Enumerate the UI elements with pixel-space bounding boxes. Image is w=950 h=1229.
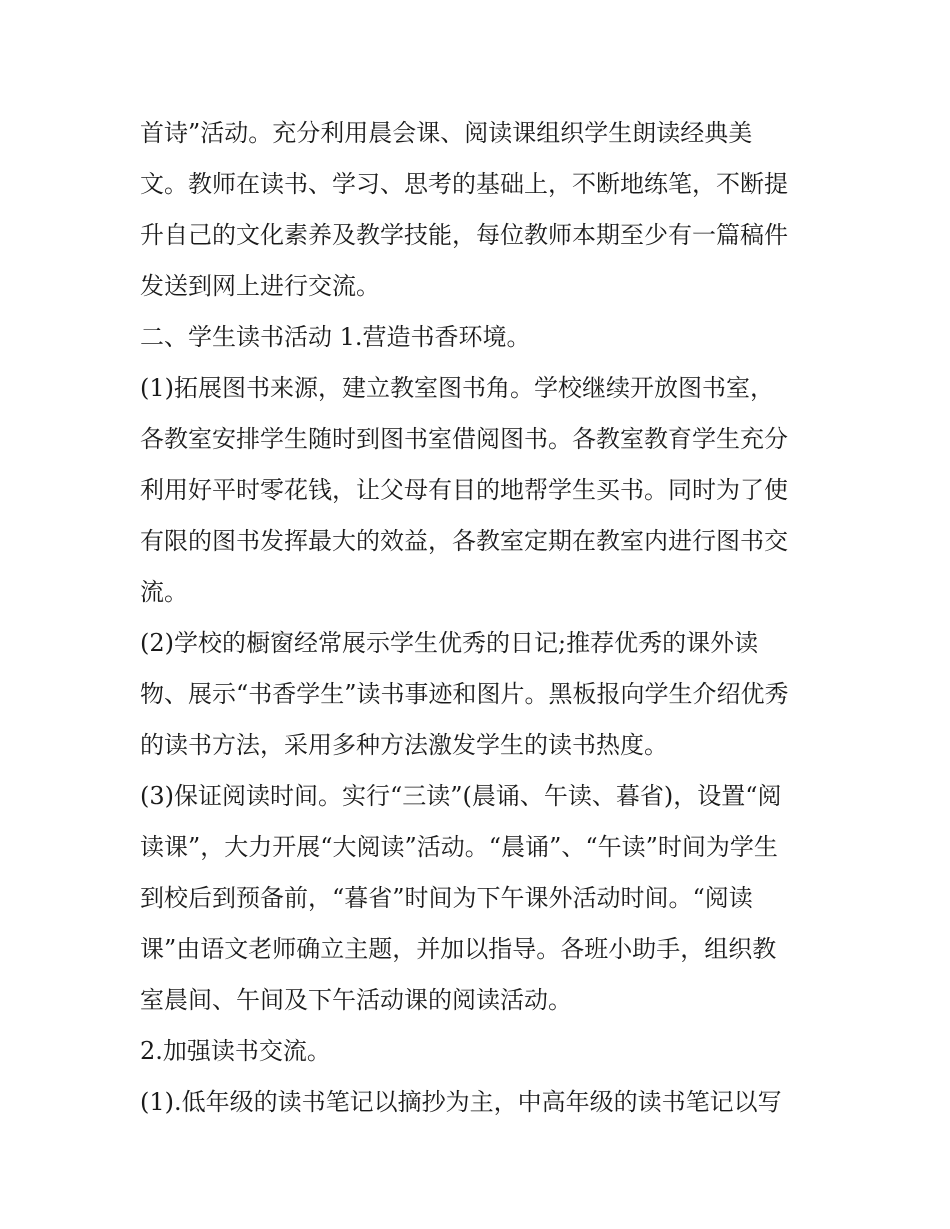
text-line: 文。教师在读书、学习、思考的基础上，不断地练笔，不断提 xyxy=(140,170,788,198)
text-line: 室晨间、午间及下午活动课的阅读活动。 xyxy=(140,986,572,1014)
text-line: (3)保证阅读时间。实行“三读”(晨诵、午读、暮省)，设置“阅 xyxy=(140,782,782,810)
text-line: 各教室安排学生随时到图书室借阅图书。各教室教育学生充分 xyxy=(140,425,788,453)
text-line: 到校后到预备前，“暮省”时间为下午课外活动时间。“阅读 xyxy=(140,884,753,912)
text-line: 流。 xyxy=(140,578,188,606)
text-line: 利用好平时零花钱，让父母有目的地帮学生买书。同时为了使 xyxy=(140,476,788,504)
text-line: (1)拓展图书来源，建立教室图书角。学校继续开放图书室， xyxy=(140,374,774,402)
section-heading: 二、学生读书活动 1.营造书香环境。 xyxy=(140,323,531,351)
text-line: (1).低年级的读书笔记以摘抄为主，中高年级的读书笔记以写 xyxy=(140,1088,782,1116)
text-line: 的读书方法，采用多种方法激发学生的读书热度。 xyxy=(140,731,668,759)
section-heading: 2.加强读书交流。 xyxy=(140,1037,331,1065)
document-body xyxy=(140,108,820,1128)
text-line: (2)学校的橱窗经常展示学生优秀的日记;推荐优秀的课外读 xyxy=(140,629,759,657)
text-line: 升自己的文化素养及教学技能，每位教师本期至少有一篇稿件 xyxy=(140,221,788,249)
text-line: 物、展示“书香学生”读书事迹和图片。黑板报向学生介绍优秀 xyxy=(140,680,789,708)
text-line: 首诗”活动。充分利用晨会课、阅读课组织学生朗读经典美 xyxy=(140,119,753,147)
text-line: 发送到网上进行交流。 xyxy=(140,272,380,300)
text-line: 有限的图书发挥最大的效益，各教室定期在教室内进行图书交 xyxy=(140,527,788,555)
text-line: 课”由语文老师确立主题，并加以指导。各班小助手，组织教 xyxy=(140,935,777,963)
text-line: 读课”，大力开展“大阅读”活动。“晨诵”、“午读”时间为学生 xyxy=(140,833,778,861)
